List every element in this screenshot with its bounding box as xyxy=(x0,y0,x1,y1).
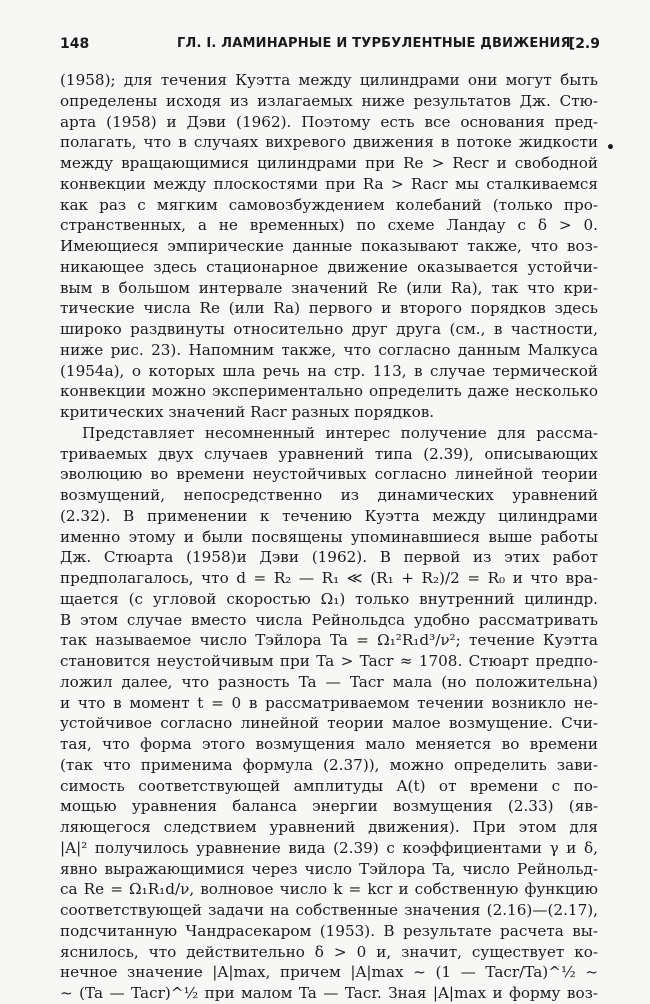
text-line: устойчивое согласно линейной теории малое возмущение. Счи- xyxy=(60,714,598,733)
text-line: ляющегося следствием уравнений движения). При этом для xyxy=(60,818,598,836)
text-line: (так что применима формула (2.37)), можно определить зави- xyxy=(60,755,598,774)
text-line: В этом случае вместо числа Рейнольдса удобно рассматривать xyxy=(60,610,598,629)
text-line: Представляет несомненный интерес получение для рассма- xyxy=(82,423,598,442)
page-header xyxy=(60,36,600,62)
text-line: становится неустойчивым при Ta > Taсr ≈ 1708. Стюарт предпо- xyxy=(60,652,598,670)
text-line: нечное значение |A|max, причем |A|max ~ (1 — Taсr/Ta)^½ ~ xyxy=(60,963,598,982)
margin-mark: • xyxy=(606,140,615,156)
text-line: конвекции можно экспериментально определить даже несколько xyxy=(60,382,598,401)
paragraph-2 xyxy=(60,423,598,1004)
page-number: 148 xyxy=(60,36,90,52)
text-line: как раз с мягким самовозбуждением колебаний (только про- xyxy=(60,195,598,214)
text-line: возмущений, непосредственно из динамических уравнений xyxy=(60,486,598,504)
text-line: мощью уравнения баланса энергии возмущения (2.33) (яв- xyxy=(60,797,598,816)
text-line: ложил далее, что разность Ta — Taсr мала (но положительна) xyxy=(60,672,598,691)
text-line: между вращающимися цилиндрами при Re > Reсr и свободной xyxy=(60,154,598,172)
text-line: эволюцию во времени неустойчивых согласно линейной теории xyxy=(60,465,598,484)
text-line: триваемых двух случаев уравнений типа (2.39), описывающих xyxy=(60,444,598,463)
text-line: именно этому и были посвящены упоминавшиеся выше работы xyxy=(60,527,598,546)
page-body xyxy=(60,70,598,1004)
text-line: (1954a), о которых шла речь на стр. 113, в случае термической xyxy=(60,361,598,380)
text-line: Дж. Стюарта (1958)и Дэви (1962). В первой из этих работ xyxy=(60,548,598,567)
text-line: критических значений Raсr разных порядков. xyxy=(60,403,435,421)
text-line: определены исходя из излагаемых ниже результатов Дж. Стю- xyxy=(60,91,598,110)
text-line: соответствующей задачи на собственные значения (2.16)—(2.17), xyxy=(60,901,598,919)
text-line: широко раздвинуты относительно друг друга (см., в частности, xyxy=(60,320,598,338)
text-line: щается (с угловой скоростью Ω₁) только внутренний цилиндр. xyxy=(60,589,598,608)
section-number: [2.9 xyxy=(568,36,600,52)
text-line: арта (1958) и Дэви (1962). Поэтому есть все основания пред- xyxy=(60,112,598,131)
text-line: полагать, что в случаях вихревого движения в потоке жидкости xyxy=(60,133,598,152)
text-line: странственных, а не временных) по схеме Ландау с δ > 0. xyxy=(60,216,598,235)
text-line: так называемое число Тэйлора Ta = Ω₁²R₁d³/ν²; течение Куэтта xyxy=(60,631,598,650)
text-line: предполагалось, что d = R₂ — R₁ ≪ (R₁ + R₂)/2 = R₀ и что вра- xyxy=(60,569,598,587)
paragraph-1 xyxy=(60,70,598,423)
text-line: ~ (Ta — Taсr)^½ при малом Ta — Taсr. Зная |A|max и форму воз- xyxy=(60,984,598,1002)
text-line: вым в большом интервале значений Re (или Ra), так что кри- xyxy=(60,278,598,297)
text-line: тая, что форма этого возмущения мало меняется во времени xyxy=(60,735,598,753)
text-line: конвекции между плоскостями при Ra > Raсr мы сталкиваемся xyxy=(60,174,598,193)
text-line: и что в момент t = 0 в рассматриваемом течении возникло не- xyxy=(60,693,598,712)
text-line: (2.32). В применении к течению Куэтта между цилиндрами xyxy=(60,506,598,525)
text-line: ниже рис. 23). Напомним также, что согласно данным Малкуса xyxy=(60,340,598,359)
text-line: са Re = Ω₁R₁d/ν, волновое число k = kсr и собственную функцию xyxy=(60,880,598,899)
text-line: тические числа Re (или Ra) первого и второго порядков здесь xyxy=(60,299,598,318)
text-line: подсчитанную Чандрасекаром (1953). В результате расчета вы- xyxy=(60,921,598,940)
text-line: яснилось, что действительно δ > 0 и, значит, существует ко- xyxy=(60,942,598,961)
text-line: |A|² получилось уравнение вида (2.39) с коэффициентами γ и δ, xyxy=(60,838,598,857)
text-line: симость соответствующей амплитуды A(t) от времени с по- xyxy=(60,776,598,795)
text-line: (1958); для течения Куэтта между цилиндрами они могут быть xyxy=(60,71,598,89)
text-line: никающее здесь стационарное движение оказывается устойчи- xyxy=(60,257,598,276)
text-line: явно выражающимися через число Тэйлора Ta, число Рейнольд- xyxy=(60,859,598,878)
running-title: ГЛ. I. ЛАМИНАРНЫЕ И ТУРБУЛЕНТНЫЕ ДВИЖЕНИЯ xyxy=(177,36,571,51)
text-line: Имеющиеся эмпирические данные показывают также, что воз- xyxy=(60,237,598,255)
